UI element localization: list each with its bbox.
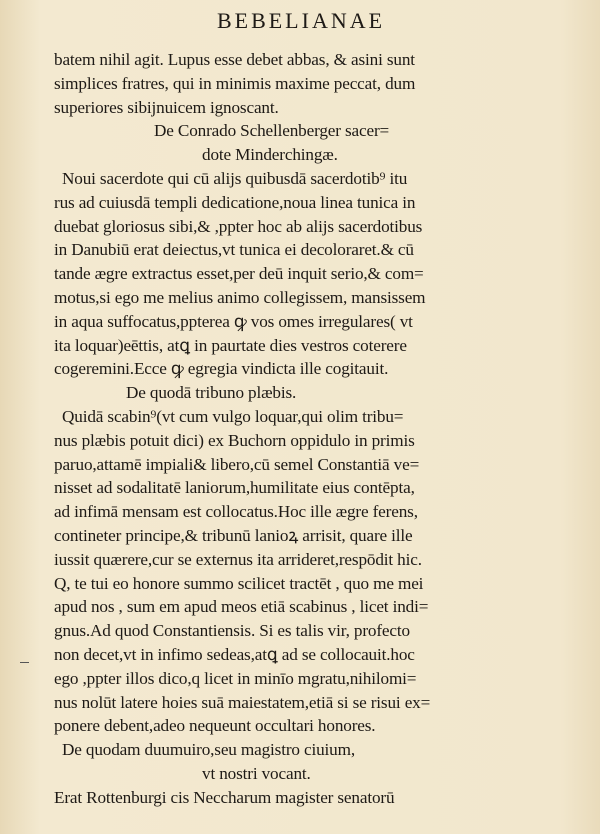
text-line: ego ,ppter illos dico,q licet in minīo mgratu,nihilomi=: [54, 668, 417, 688]
text-line: duebat gloriosus sibi,& ,ppter hoc ab alijs sacerdotibus: [54, 216, 423, 236]
text-line: contineter principe,& tribunū lanioꝝ arrisit, quare ille: [54, 525, 413, 545]
section-heading: De Conrado Schellenberger sacer=: [154, 121, 390, 141]
text-line: superiores sibijnuicem ignoscant.: [54, 97, 279, 117]
text-line: motus,si ego me melius animo collegissem, mansissem: [54, 287, 426, 307]
text-line: Noui sacerdote qui cū alijs quibusdā sacerdotib⁹ itu: [62, 168, 408, 188]
text-line: gnus.Ad quod Constantiensis. Si es talis vir, profecto: [54, 621, 410, 641]
text-line: tande ægre extractus esset,per deū inquit serio,& com=: [54, 264, 424, 284]
text-line: ita loquar)eēttis, atꝗ in paurtate dies vestros coterere: [54, 335, 407, 355]
body-text: [54, 48, 494, 810]
text-line: Quidā scabin⁹(vt cum vulgo loquar,qui olim tribu=: [62, 406, 404, 426]
section-heading: De quodā tribuno plæbis.: [126, 383, 297, 403]
text-line: non decet,vt in infimo sedeas,atꝗ ad se collocauit.hoc: [54, 644, 415, 664]
text-line: apud nos , sum em apud meos etiā scabinus , licet indi=: [54, 597, 429, 617]
text-line: Q, te tui eo honore summo scilicet tractēt , quo me mei: [54, 573, 424, 593]
text-line: simplices fratres, qui in minimis maxime peccat, dum: [54, 73, 416, 93]
margin-mark: [20, 662, 29, 663]
text-line: nisset ad sodalitatē laniorum,humilitate eius contēpta,: [54, 478, 415, 498]
text-line: in Danubiū erat deiectus,vt tunica ei decoloraret.& cū: [54, 240, 414, 260]
running-title: BEBELIANAE: [216, 8, 386, 33]
text-line: Erat Rottenburgi cis Neccharum magister senatorū: [54, 787, 395, 807]
text-line: paruo,attamē impiali& libero,cū semel Constantiā ve=: [54, 454, 420, 474]
section-heading: vt nostri vocant.: [202, 763, 311, 783]
section-heading: De quodam duumuiro,seu magistro ciuium,: [62, 740, 355, 760]
text-line: in aqua suffocatus,ppterea ꝙ vos omes irregulares( vt: [54, 311, 413, 331]
text-line: nus nolūt latere hoies suā maiestatem,etiā si se risui ex=: [54, 692, 431, 712]
text-line: ponere debent,adeo nequeunt occultari honores.: [54, 716, 376, 736]
text-line: cogeremini.Ecce ꝙ egregia vindicta ille cogitauit.: [54, 359, 389, 379]
text-line: rus ad cuiusdā templi dedicatione,noua linea tunica in: [54, 192, 416, 212]
text-line: batem nihil agit. Lupus esse debet abbas, & asini sunt: [54, 50, 415, 69]
section-heading: dote Minderchingæ.: [202, 145, 338, 165]
text-line: ad infimā mensam est collocatus.Hoc ille ægre ferens,: [54, 502, 418, 522]
text-line: nus plæbis potuit dici) ex Buchorn oppidulo in primis: [54, 430, 415, 450]
text-line: iussit quærere,cur se externus ita arrideret,respōdit hic.: [54, 549, 422, 569]
